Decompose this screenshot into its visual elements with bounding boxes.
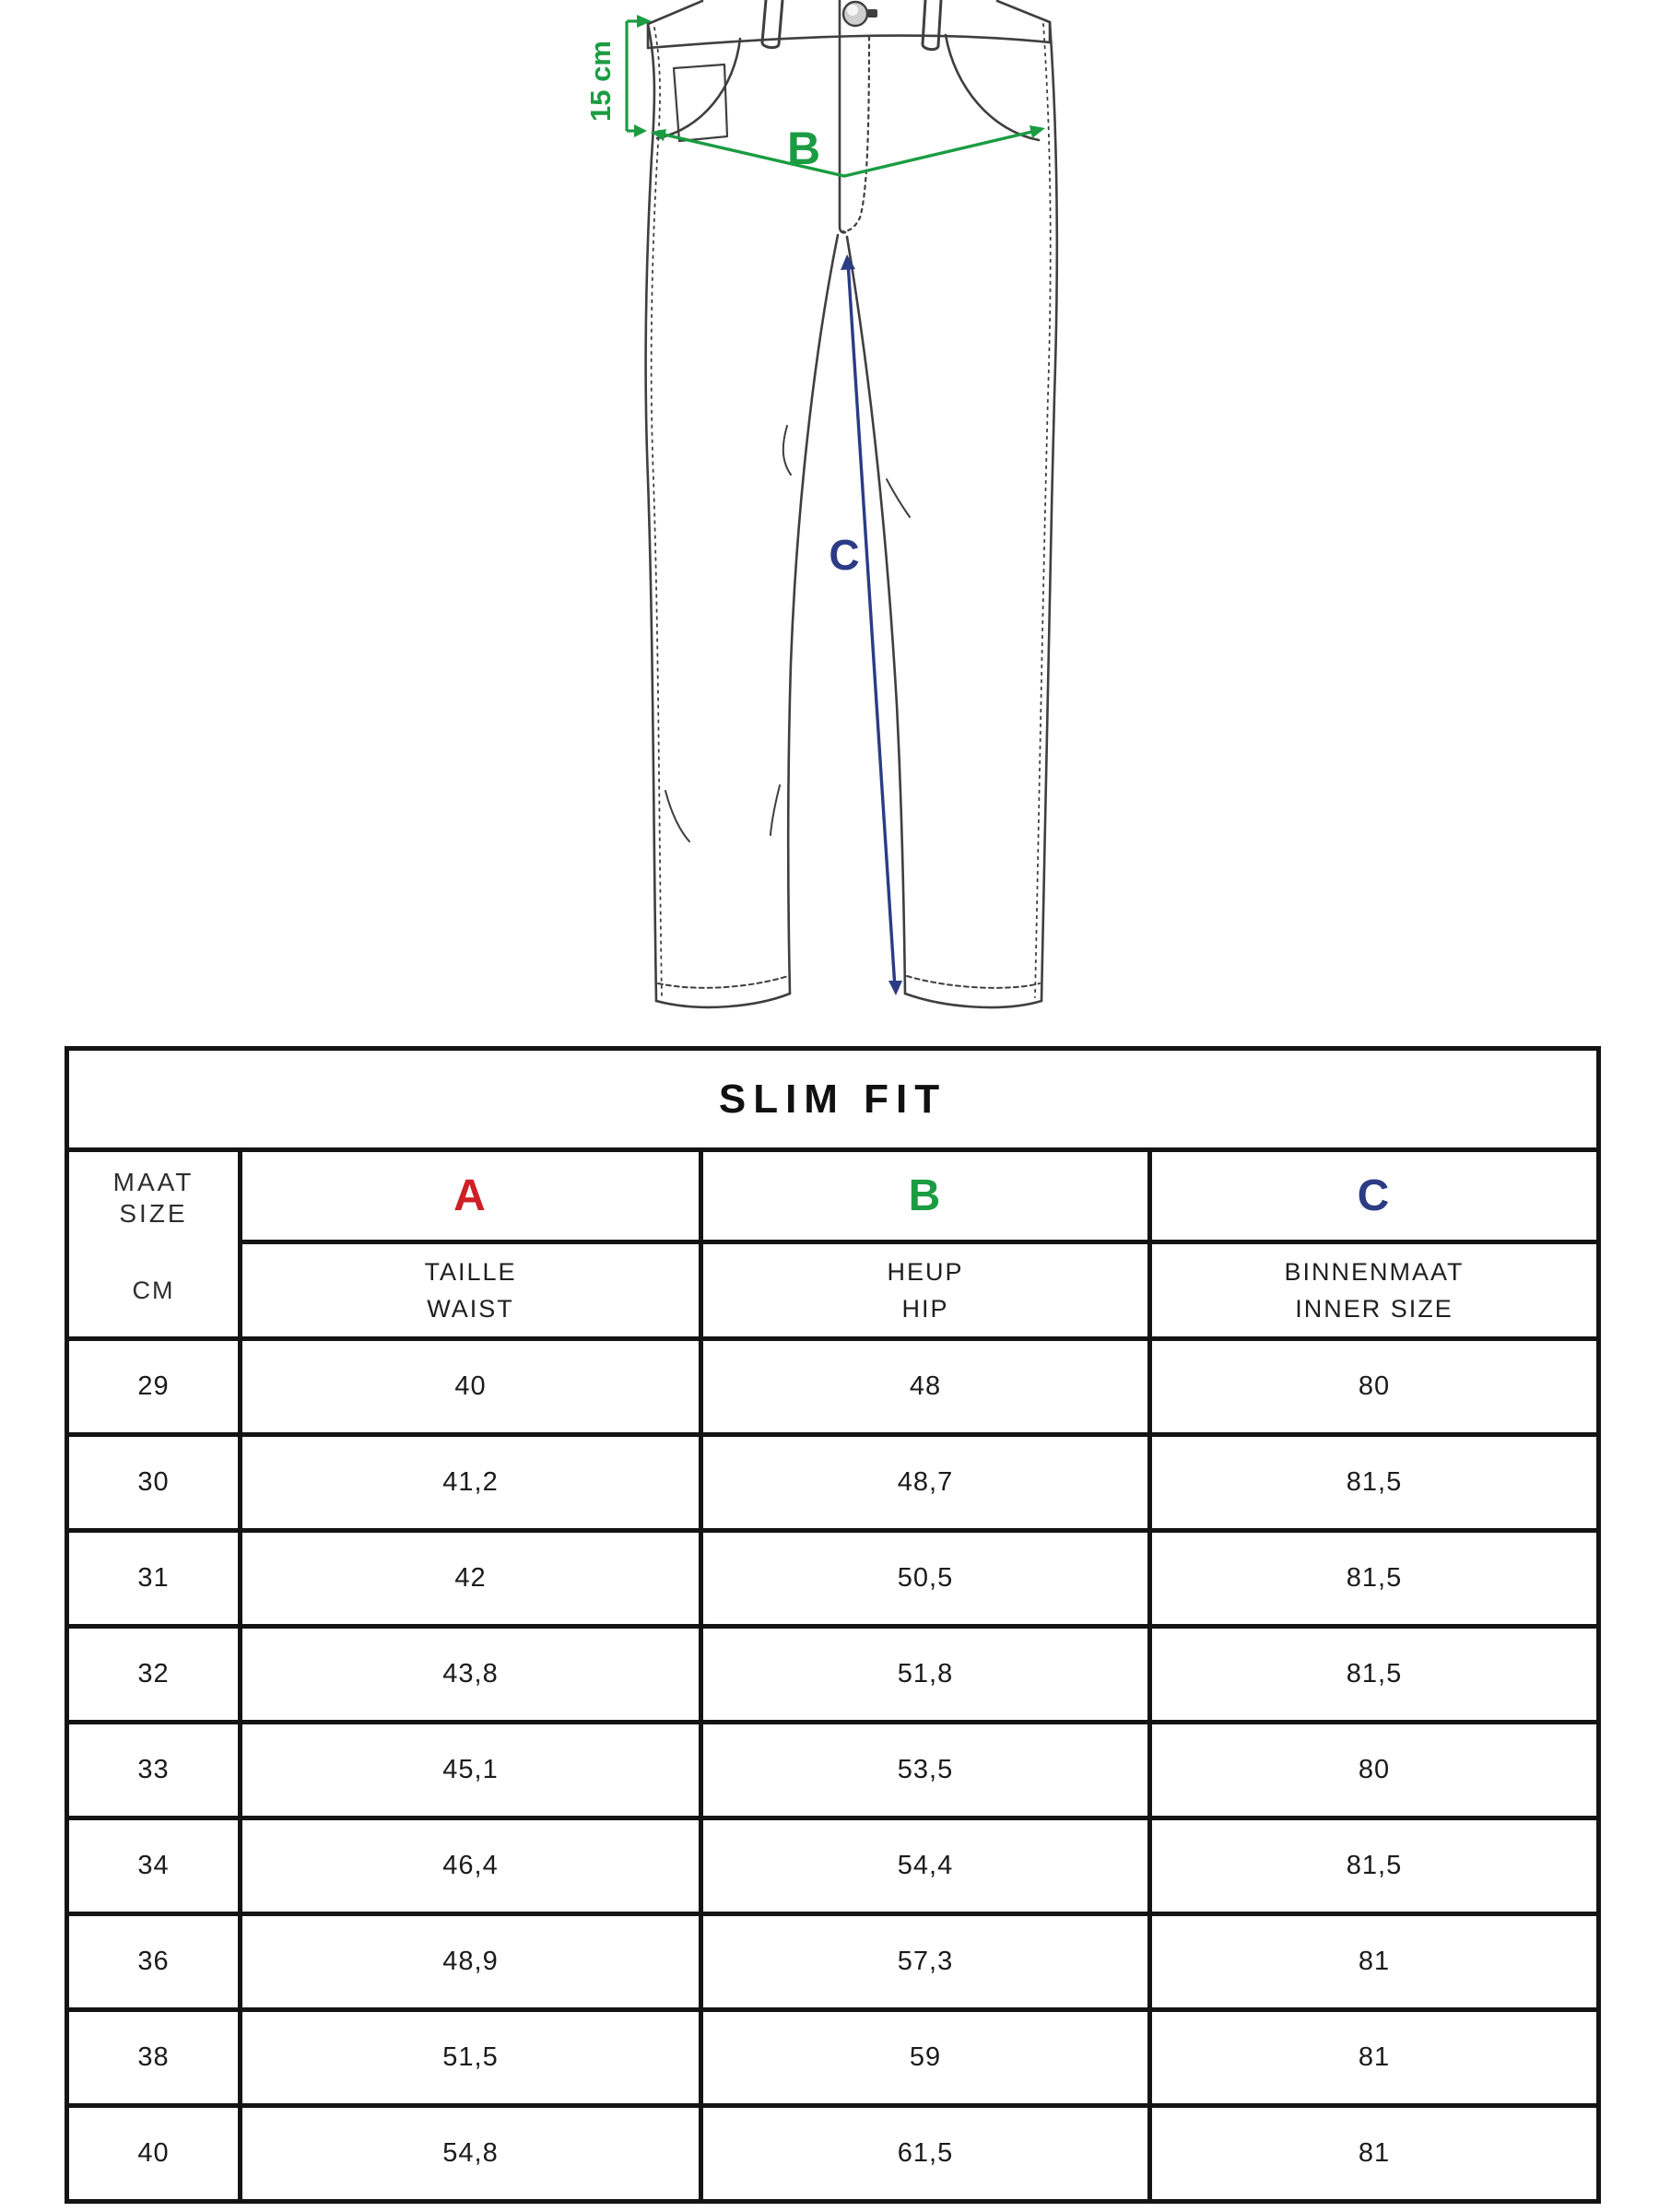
inner-size-label-en: INNER SIZE (1295, 1295, 1453, 1323)
inner-size-value: 81 (1150, 2106, 1599, 2202)
dim-15cm-lines (627, 21, 639, 131)
table-row (67, 1339, 1599, 1435)
hip-value: 51,8 (701, 1627, 1150, 1723)
size-cell: 36 (67, 1914, 241, 2010)
table-row (67, 1531, 1599, 1627)
col-letter-a: A (241, 1150, 701, 1242)
hip-value: 48,7 (701, 1435, 1150, 1531)
size-unit-label: CM (132, 1276, 175, 1304)
inner-size-value: 80 (1150, 1723, 1599, 1818)
table-title-cell (67, 1049, 1599, 1150)
size-cell: 29 (67, 1339, 241, 1435)
table-title: SLIM FIT (718, 1076, 947, 1122)
hip-value: 54,4 (701, 1818, 1150, 1914)
hip-value: 59 (701, 2010, 1150, 2106)
table-row (67, 1627, 1599, 1723)
dim-c-arrow-top (841, 254, 855, 270)
inner-size-value: 81,5 (1150, 1531, 1599, 1627)
table-row (67, 2106, 1599, 2202)
col-label-hip (701, 1242, 1150, 1339)
waist-value: 46,4 (241, 1818, 701, 1914)
table-row (67, 1435, 1599, 1531)
size-header-label (69, 1152, 238, 1244)
waist-button-icon (843, 2, 877, 26)
inner-size-value: 81,5 (1150, 1818, 1599, 1914)
dim-15cm-arrow-bottom (634, 124, 647, 137)
col-letter-c: C (1150, 1150, 1599, 1242)
waist-value: 51,5 (241, 2010, 701, 2106)
hip-value: 48 (701, 1339, 1150, 1435)
size-cell: 30 (67, 1435, 241, 1531)
size-cell: 31 (67, 1531, 241, 1627)
label-15cm: 15 cm (584, 41, 617, 122)
waist-label-nl: TAILLE (424, 1258, 517, 1286)
inner-size-value: 81,5 (1150, 1435, 1599, 1531)
inner-size-label-nl: BINNENMAAT (1284, 1258, 1465, 1286)
size-cell: 34 (67, 1818, 241, 1914)
inner-size-value: 80 (1150, 1339, 1599, 1435)
hip-value: 57,3 (701, 1914, 1150, 2010)
waist-value: 40 (241, 1339, 701, 1435)
size-header-line1: MAAT (112, 1168, 194, 1196)
size-header-line2: SIZE (119, 1199, 188, 1228)
dim-b-arrow-right (1030, 125, 1045, 138)
waist-value: 48,9 (241, 1914, 701, 2010)
waist-value: 45,1 (241, 1723, 701, 1818)
table-row (67, 1914, 1599, 2010)
waist-value: 43,8 (241, 1627, 701, 1723)
size-cell: 33 (67, 1723, 241, 1818)
pants-outline (646, 0, 1057, 1007)
hip-value: 50,5 (701, 1531, 1150, 1627)
table-row (67, 1723, 1599, 1818)
table-row (67, 1818, 1599, 1914)
dim-c-line (848, 262, 895, 988)
hip-label-nl: HEUP (887, 1258, 964, 1286)
size-cell: 38 (67, 2010, 241, 2106)
label-b: B (786, 123, 821, 174)
size-header-cell (67, 1150, 241, 1339)
table-subheader-row (67, 1242, 1599, 1339)
inner-size-value: 81,5 (1150, 1627, 1599, 1723)
table-row (67, 2010, 1599, 2106)
table-title-row (67, 1049, 1599, 1150)
pants-size-diagram (0, 0, 1659, 1046)
label-c: C (829, 531, 860, 579)
waist-value: 41,2 (241, 1435, 701, 1531)
pants-diagram-svg (0, 0, 1659, 1046)
col-letter-b: B (701, 1150, 1150, 1242)
dim-c-arrow-bottom (888, 981, 902, 995)
waist-label-en: WAIST (427, 1295, 514, 1323)
size-cell: 32 (67, 1627, 241, 1723)
inner-size-value: 81 (1150, 1914, 1599, 2010)
table-letter-row (67, 1150, 1599, 1242)
size-table (65, 1046, 1601, 2204)
size-cell: 40 (67, 2106, 241, 2202)
waist-value: 42 (241, 1531, 701, 1627)
inner-size-value: 81 (1150, 2010, 1599, 2106)
waist-value: 54,8 (241, 2106, 701, 2202)
hip-label-en: HIP (901, 1295, 949, 1323)
hip-value: 53,5 (701, 1723, 1150, 1818)
col-label-waist (241, 1242, 701, 1339)
col-label-inner-size (1150, 1242, 1599, 1339)
hip-value: 61,5 (701, 2106, 1150, 2202)
